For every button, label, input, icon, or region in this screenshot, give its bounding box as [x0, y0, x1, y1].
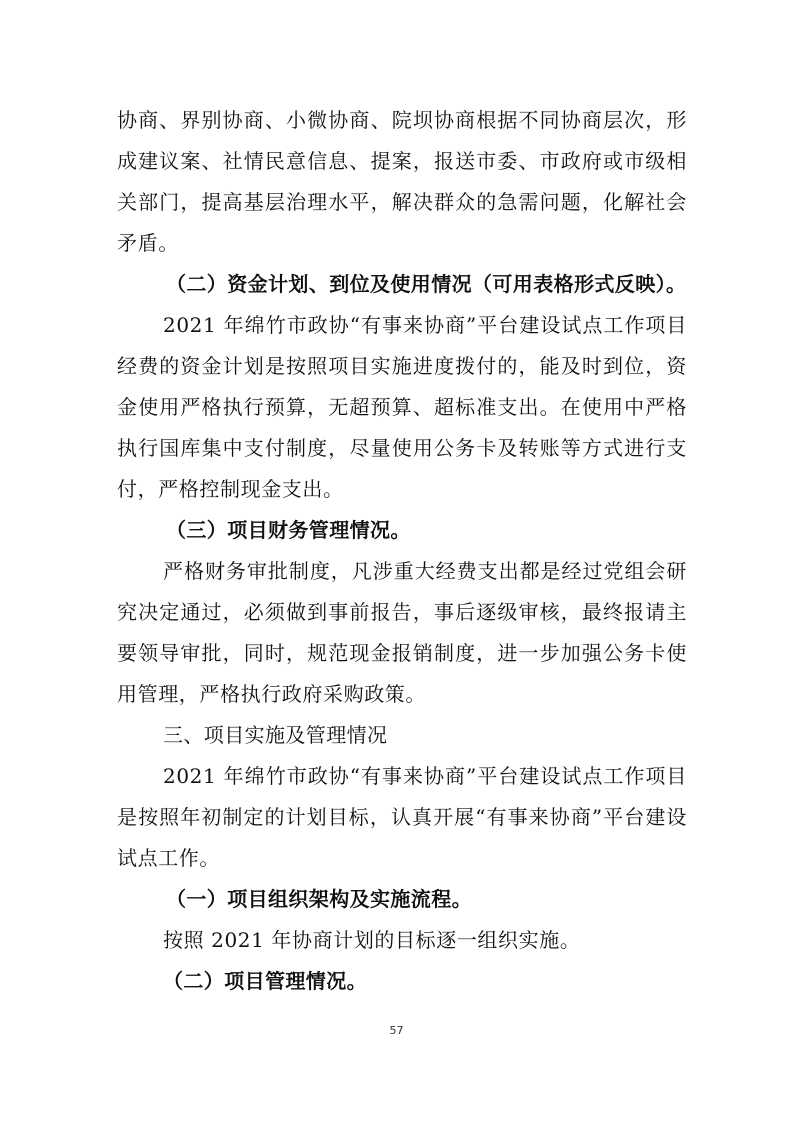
- paragraph-consultation-summary: 协商、界别协商、小微协商、院坝协商根据不同协商层次，形成建议案、社情民意信息、提案，报送市委、市政府或市级相关部门，提高基层治理水平，解决群众的急需问题，化解社会矛盾。: [117, 108, 687, 255]
- heading-project-management: （二）项目管理情况。: [163, 969, 367, 993]
- paragraph-fund-plan: 2021 年绵竹市政协“有事来协商”平台建设试点工作项目经费的资金计划是按照项目实施进度拨付的，能及时到位，资金使用严格执行预算，无超预算、超标准支出。在使用中严格执行国库集中支付制度，尽量使用公务卡及转账等方式进行支付，严格控制现金支出。: [117, 313, 687, 501]
- paragraph-financial-management: 严格财务审批制度，凡涉重大经费支出都是经过党组会研究决定通过，必须做到事前报告，事后逐级审核，最终报请主要领导审批，同时，规范现金报销制度，进一步加强公务卡使用管理，严格执行政府采购政策。: [117, 559, 687, 706]
- heading-implementation: 三、项目实施及管理情况: [163, 723, 388, 747]
- paragraph-implementation: 2021 年绵竹市政协“有事来协商”平台建设试点工作项目是按照年初制定的计划目标，认真开展“有事来协商”平台建设试点工作。: [117, 764, 687, 870]
- paragraph-organization-structure: 按照 2021 年协商计划的目标逐一组织实施。: [163, 928, 581, 952]
- page-number: 57: [389, 1024, 404, 1037]
- heading-fund-plan: （二）资金计划、到位及使用情况（可用表格形式反映）。: [166, 272, 687, 296]
- heading-organization-structure: （一）项目组织架构及实施流程。: [166, 887, 472, 911]
- heading-financial-management: （三）项目财务管理情况。: [166, 518, 411, 542]
